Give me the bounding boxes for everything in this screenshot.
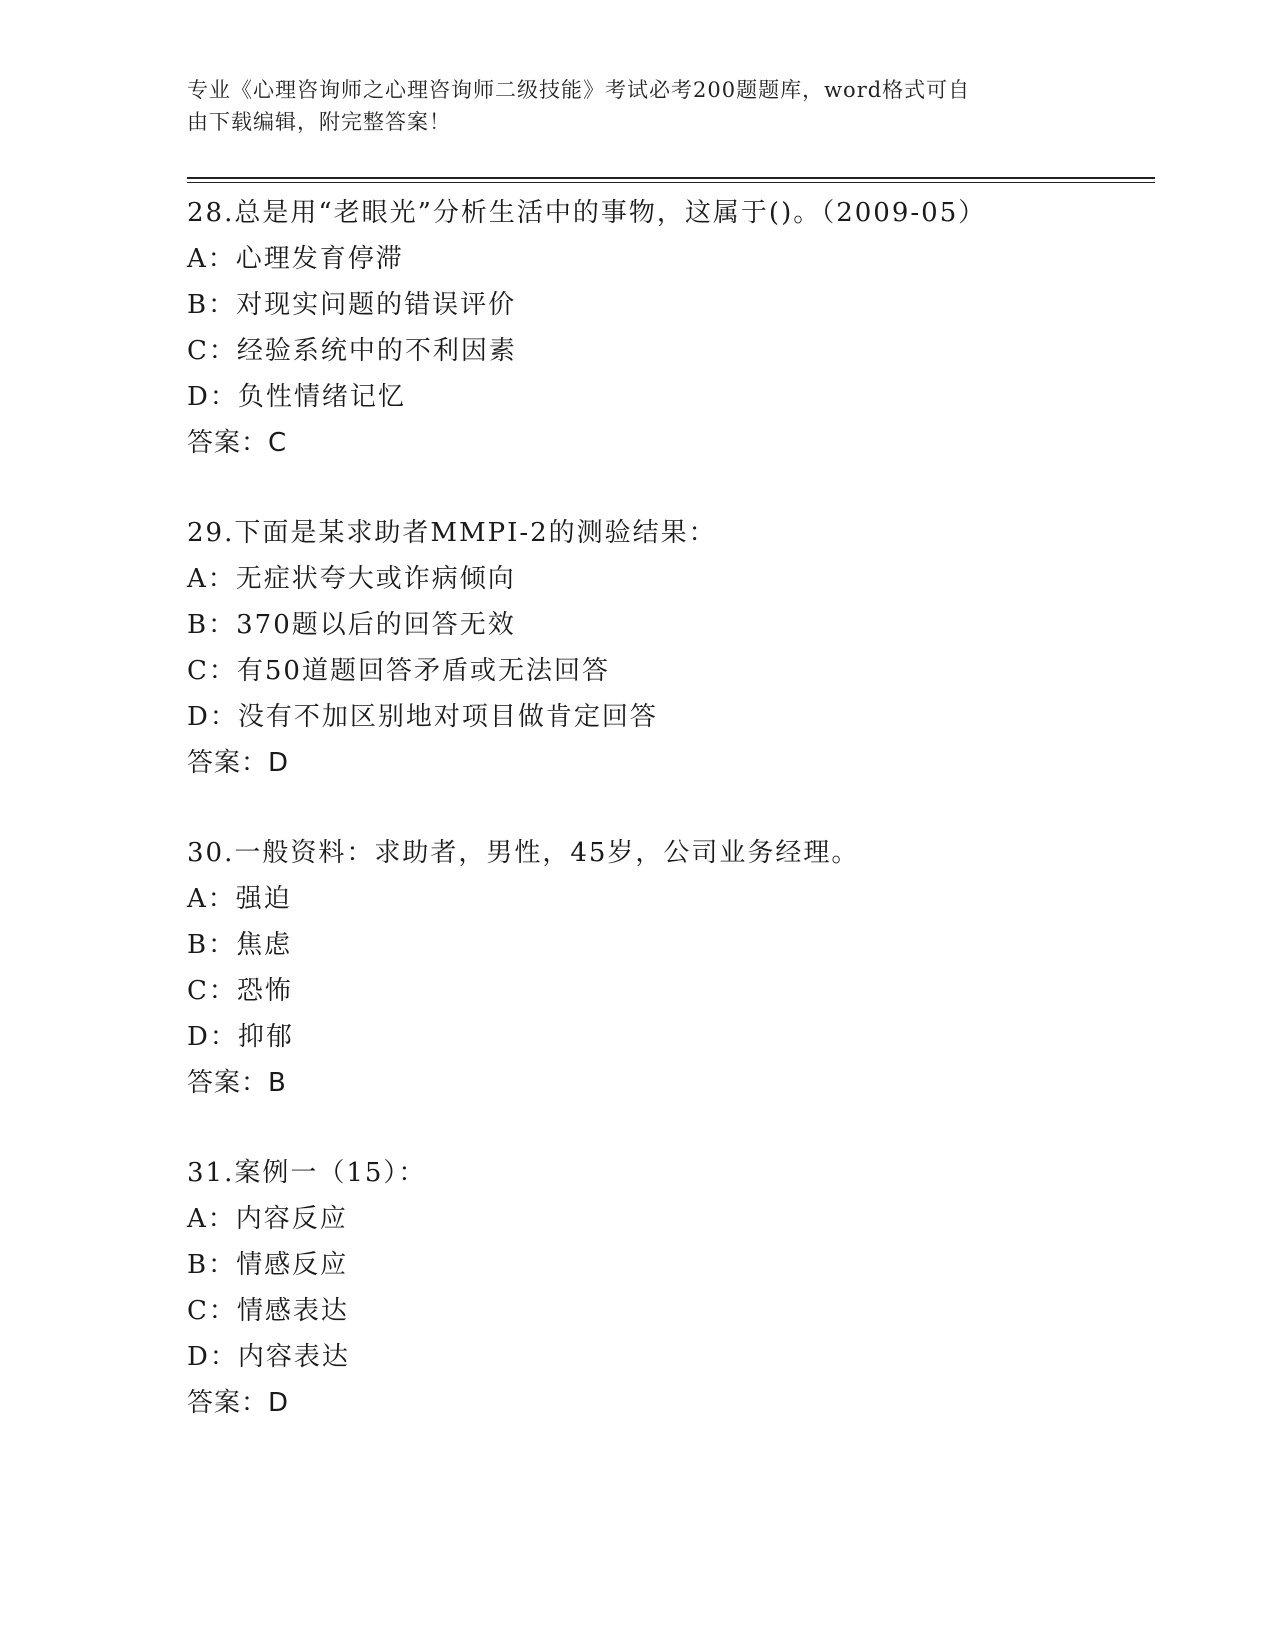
header-divider-thin: [187, 182, 1155, 183]
option-b: B：370题以后的回答无效: [187, 610, 516, 640]
question-28: [187, 190, 1155, 466]
header-line-2: 由下载编辑，附完整答案！: [187, 110, 451, 134]
question-stem: 30.一般资料：求助者，男性，45岁，公司业务经理。: [187, 838, 860, 868]
option-b: B：情感反应: [187, 1250, 349, 1280]
option-c: C：情感表达: [187, 1296, 349, 1326]
option-c: C：经验系统中的不利因素: [187, 336, 517, 366]
question-stem: 31.案例一（15）：: [187, 1158, 427, 1188]
option-a: A：无症状夸大或诈病倾向: [187, 564, 516, 594]
question-31: [187, 1150, 1155, 1426]
header-line-1: 专业《心理咨询师之心理咨询师二级技能》考试必考200题题库，word格式可自: [187, 78, 971, 102]
question-list: [187, 190, 1155, 1426]
option-c: C：有50道题回答矛盾或无法回答: [187, 656, 610, 686]
option-b: B：焦虑: [187, 930, 293, 960]
document-header: [187, 74, 1067, 138]
question-stem: 28.总是用“老眼光”分析生活中的事物，这属于()。（2009-05）: [187, 198, 987, 228]
option-d: D：没有不加区别地对项目做肯定回答: [187, 702, 658, 732]
option-c: C：恐怖: [187, 976, 293, 1006]
answer-line: 答案：D: [187, 1388, 290, 1418]
option-d: D：内容表达: [187, 1342, 350, 1372]
question-stem: 29.下面是某求助者MMPI-2的测验结果：: [187, 518, 717, 548]
answer-line: 答案：D: [187, 748, 290, 778]
option-b: B：对现实问题的错误评价: [187, 290, 517, 320]
question-29: [187, 510, 1155, 786]
option-d: D：抑郁: [187, 1022, 294, 1052]
question-30: [187, 830, 1155, 1106]
option-a: A：心理发育停滞: [187, 244, 404, 274]
option-a: A：强迫: [187, 884, 292, 914]
option-a: A：内容反应: [187, 1204, 348, 1234]
answer-line: 答案：C: [187, 428, 288, 458]
header-divider-thick: [187, 177, 1155, 179]
answer-line: 答案：B: [187, 1068, 287, 1098]
option-d: D：负性情绪记忆: [187, 382, 406, 412]
